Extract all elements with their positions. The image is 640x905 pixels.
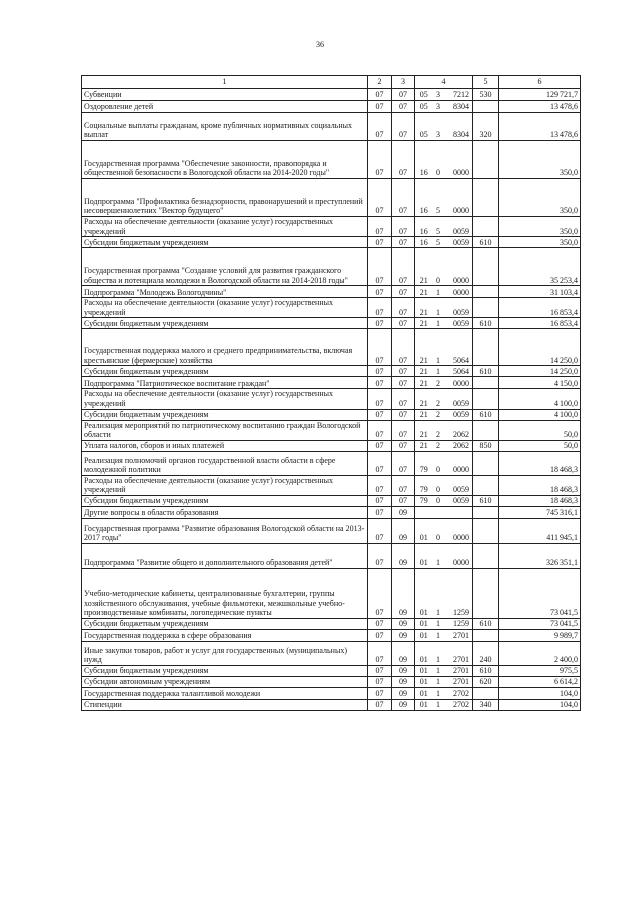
row-amount-cell: 16 853,4	[499, 318, 581, 329]
row-target-subprogram-cell: 1	[433, 568, 444, 618]
header-cell-amount: 6	[499, 76, 581, 89]
row-subsection-cell: 07	[392, 440, 415, 451]
table-row	[82, 618, 581, 629]
row-section-cell: 07	[368, 89, 392, 101]
row-amount-cell: 73 041,5	[499, 568, 581, 618]
table-row	[82, 366, 581, 377]
row-name-cell: Расходы на обеспечение деятельности (оказание услуг) государственных учреждений	[82, 389, 368, 409]
row-target-direction-cell: 1259	[444, 618, 473, 629]
row-target-subprogram-cell: 0	[433, 495, 444, 506]
row-name-cell: Расходы на обеспечение деятельности (оказание услуг) государственных учреждений	[82, 298, 368, 318]
row-expense-type-cell: 610	[473, 237, 499, 248]
table-row	[82, 676, 581, 687]
row-expense-type-cell: 610	[473, 495, 499, 506]
row-target-direction-cell: 2062	[444, 440, 473, 451]
row-subsection-cell: 07	[392, 377, 415, 389]
table-row	[82, 629, 581, 641]
row-amount-cell: 9 989,7	[499, 629, 581, 641]
row-target-direction-cell: 0000	[444, 451, 473, 475]
row-section-cell: 07	[368, 217, 392, 237]
row-subsection-cell: 07	[392, 89, 415, 101]
row-subsection-cell: 07	[392, 141, 415, 179]
row-amount-cell: 104,0	[499, 699, 581, 710]
row-expense-type-cell	[473, 141, 499, 179]
table-row	[82, 329, 581, 366]
row-target-program-cell: 01	[415, 629, 433, 641]
row-target-subprogram-cell: 2	[433, 420, 444, 440]
row-name-cell: Расходы на обеспечение деятельности (оказание услуг) государственных учреждений	[82, 217, 368, 237]
row-target-subprogram-cell: 0	[433, 475, 444, 495]
table-row	[82, 699, 581, 710]
row-target-program-cell: 21	[415, 318, 433, 329]
row-target-direction-cell: 0000	[444, 286, 473, 298]
row-target-direction-cell: 0059	[444, 318, 473, 329]
table-row	[82, 687, 581, 699]
row-target-direction-cell: 0059	[444, 217, 473, 237]
row-name-cell: Субсидии бюджетным учреждениям	[82, 495, 368, 506]
row-subsection-cell: 09	[392, 676, 415, 687]
row-section-cell: 07	[368, 665, 392, 676]
row-target-direction-cell: 0000	[444, 141, 473, 179]
row-target-program-cell: 21	[415, 440, 433, 451]
table-row	[82, 237, 581, 248]
row-target-subprogram-cell: 1	[433, 676, 444, 687]
row-expense-type-cell: 240	[473, 641, 499, 665]
row-target-program-cell: 16	[415, 217, 433, 237]
row-section-cell: 07	[368, 420, 392, 440]
row-subsection-cell: 07	[392, 409, 415, 420]
row-name-cell: Государственная программа "Создание условий для развития гражданского общества и потенциала молодежи в Вологодской области на 2014-2018 годы"	[82, 248, 368, 286]
row-amount-cell: 73 041,5	[499, 618, 581, 629]
row-target-subprogram-cell: 1	[433, 298, 444, 318]
row-expense-type-cell	[473, 568, 499, 618]
row-target-direction-cell: 0059	[444, 237, 473, 248]
row-target-direction-cell: 0059	[444, 475, 473, 495]
header-cell-section: 2	[368, 76, 392, 89]
header-cell-expense-type: 5	[473, 76, 499, 89]
row-amount-cell: 411 945,1	[499, 518, 581, 543]
row-target-subprogram-cell: 5	[433, 179, 444, 217]
table-row	[82, 451, 581, 475]
row-section-cell: 07	[368, 389, 392, 409]
row-name-cell: Стипендии	[82, 699, 368, 710]
table-row	[82, 179, 581, 217]
row-name-cell: Оздоровление детей	[82, 101, 368, 113]
row-amount-cell: 745 316,1	[499, 506, 581, 518]
table-row	[82, 286, 581, 298]
row-subsection-cell: 07	[392, 389, 415, 409]
row-target-subprogram-cell: 1	[433, 641, 444, 665]
row-amount-cell: 975,5	[499, 665, 581, 676]
row-section-cell: 07	[368, 475, 392, 495]
row-amount-cell: 18 468,3	[499, 495, 581, 506]
row-subsection-cell: 07	[392, 495, 415, 506]
row-amount-cell: 16 853,4	[499, 298, 581, 318]
row-target-direction-cell: 2701	[444, 641, 473, 665]
row-expense-type-cell: 610	[473, 618, 499, 629]
header-cell-name: 1	[82, 76, 368, 89]
row-expense-type-cell: 610	[473, 366, 499, 377]
row-subsection-cell: 07	[392, 318, 415, 329]
table-row	[82, 113, 581, 141]
row-target-program-cell: 01	[415, 676, 433, 687]
row-section-cell: 07	[368, 318, 392, 329]
row-target-direction-cell: 2062	[444, 420, 473, 440]
row-section-cell: 07	[368, 141, 392, 179]
row-target-program-cell: 21	[415, 298, 433, 318]
row-target-direction-cell: 0000	[444, 518, 473, 543]
row-target-program-cell: 21	[415, 409, 433, 420]
row-name-cell: Субвенции	[82, 89, 368, 101]
row-section-cell: 07	[368, 687, 392, 699]
row-expense-type-cell: 320	[473, 113, 499, 141]
row-amount-cell: 14 250,0	[499, 329, 581, 366]
row-subsection-cell: 09	[392, 518, 415, 543]
row-expense-type-cell	[473, 389, 499, 409]
row-expense-type-cell	[473, 248, 499, 286]
row-subsection-cell: 09	[392, 568, 415, 618]
row-target-direction-cell: 0059	[444, 298, 473, 318]
row-name-cell: Другие вопросы в области образования	[82, 506, 368, 518]
row-name-cell: Подпрограмма "Молодежь Вологодчины"	[82, 286, 368, 298]
row-expense-type-cell: 610	[473, 318, 499, 329]
row-target-program-cell: 21	[415, 377, 433, 389]
row-section-cell: 07	[368, 641, 392, 665]
table-row	[82, 217, 581, 237]
row-subsection-cell: 09	[392, 506, 415, 518]
row-section-cell: 07	[368, 179, 392, 217]
row-expense-type-cell	[473, 420, 499, 440]
row-target-direction-cell: 0000	[444, 248, 473, 286]
row-subsection-cell: 07	[392, 101, 415, 113]
row-subsection-cell: 07	[392, 248, 415, 286]
row-name-cell: Иные закупки товаров, работ и услуг для государственных (муниципальных) нужд	[82, 641, 368, 665]
row-name-cell: Расходы на обеспечение деятельности (оказание услуг) государственных учреждений	[82, 475, 368, 495]
row-section-cell: 07	[368, 699, 392, 710]
row-target-program-cell: 01	[415, 699, 433, 710]
row-target-direction-cell: 2702	[444, 699, 473, 710]
row-target-direction-cell: 2701	[444, 629, 473, 641]
row-subsection-cell: 09	[392, 641, 415, 665]
row-section-cell: 07	[368, 495, 392, 506]
row-expense-type-cell	[473, 286, 499, 298]
table-row	[82, 377, 581, 389]
row-name-cell: Субсидии бюджетным учреждениям	[82, 318, 368, 329]
row-amount-cell: 350,0	[499, 217, 581, 237]
row-amount-cell: 35 253,4	[499, 248, 581, 286]
row-target-direction-cell: 7212	[444, 89, 473, 101]
row-expense-type-cell	[473, 475, 499, 495]
row-target-direction-cell	[444, 506, 473, 518]
row-section-cell: 07	[368, 409, 392, 420]
row-amount-cell: 104,0	[499, 687, 581, 699]
row-section-cell: 07	[368, 618, 392, 629]
row-target-subprogram-cell: 1	[433, 618, 444, 629]
row-section-cell: 07	[368, 248, 392, 286]
row-amount-cell: 2 400,0	[499, 641, 581, 665]
row-amount-cell: 4 150,0	[499, 377, 581, 389]
row-name-cell: Реализация полномочий органов государственной власти области в сфере молодежной политики	[82, 451, 368, 475]
row-expense-type-cell	[473, 518, 499, 543]
row-section-cell: 07	[368, 298, 392, 318]
row-target-subprogram-cell: 0	[433, 451, 444, 475]
row-expense-type-cell: 340	[473, 699, 499, 710]
row-expense-type-cell	[473, 629, 499, 641]
row-section-cell: 07	[368, 506, 392, 518]
row-section-cell: 07	[368, 676, 392, 687]
row-target-subprogram-cell: 1	[433, 318, 444, 329]
row-amount-cell: 129 721,7	[499, 89, 581, 101]
row-target-program-cell: 21	[415, 420, 433, 440]
row-expense-type-cell	[473, 329, 499, 366]
row-name-cell: Государственная поддержка малого и среднего предпринимательства, включая крестьянские (фермерские) хозяйства	[82, 329, 368, 366]
row-amount-cell: 6 614,2	[499, 676, 581, 687]
row-expense-type-cell	[473, 451, 499, 475]
row-target-subprogram-cell: 0	[433, 141, 444, 179]
row-amount-cell: 50,0	[499, 440, 581, 451]
row-amount-cell: 14 250,0	[499, 366, 581, 377]
row-target-program-cell: 01	[415, 687, 433, 699]
row-expense-type-cell: 610	[473, 665, 499, 676]
row-target-subprogram-cell: 3	[433, 89, 444, 101]
table-row	[82, 389, 581, 409]
table-row	[82, 665, 581, 676]
row-target-direction-cell: 8304	[444, 113, 473, 141]
row-expense-type-cell: 610	[473, 409, 499, 420]
table-body	[82, 76, 581, 711]
row-subsection-cell: 07	[392, 451, 415, 475]
row-subsection-cell: 09	[392, 665, 415, 676]
page-number: 36	[316, 40, 324, 49]
row-target-direction-cell: 2702	[444, 687, 473, 699]
row-amount-cell: 350,0	[499, 237, 581, 248]
row-name-cell: Субсидии бюджетным учреждениям	[82, 665, 368, 676]
row-target-direction-cell: 5064	[444, 366, 473, 377]
table-row	[82, 506, 581, 518]
row-name-cell: Подпрограмма "Развитие общего и дополнительного образования детей"	[82, 543, 368, 568]
row-name-cell: Подпрограмма "Профилактика безнадзорности, правонарушений и преступлений несовершеннолетних "Вектор будущего"	[82, 179, 368, 217]
row-subsection-cell: 07	[392, 298, 415, 318]
row-amount-cell: 13 478,6	[499, 101, 581, 113]
row-expense-type-cell	[473, 543, 499, 568]
table-row	[82, 518, 581, 543]
row-target-subprogram-cell: 1	[433, 629, 444, 641]
row-target-program-cell: 79	[415, 495, 433, 506]
table-row	[82, 440, 581, 451]
row-target-program-cell: 05	[415, 101, 433, 113]
row-subsection-cell: 09	[392, 629, 415, 641]
row-amount-cell: 31 103,4	[499, 286, 581, 298]
row-target-program-cell: 05	[415, 89, 433, 101]
row-name-cell: Субсидии бюджетным учреждениям	[82, 237, 368, 248]
row-amount-cell: 350,0	[499, 141, 581, 179]
table-row	[82, 475, 581, 495]
row-amount-cell: 326 351,1	[499, 543, 581, 568]
row-section-cell: 07	[368, 629, 392, 641]
row-target-program-cell: 21	[415, 286, 433, 298]
table-row	[82, 318, 581, 329]
row-target-direction-cell: 5064	[444, 329, 473, 366]
row-expense-type-cell	[473, 687, 499, 699]
row-target-subprogram-cell: 1	[433, 699, 444, 710]
row-subsection-cell: 07	[392, 286, 415, 298]
row-subsection-cell: 07	[392, 179, 415, 217]
row-target-direction-cell: 0059	[444, 409, 473, 420]
row-section-cell: 07	[368, 237, 392, 248]
table-row	[82, 543, 581, 568]
row-section-cell: 07	[368, 366, 392, 377]
row-subsection-cell: 07	[392, 420, 415, 440]
row-section-cell: 07	[368, 568, 392, 618]
row-name-cell: Государственная поддержка в сфере образования	[82, 629, 368, 641]
row-subsection-cell: 07	[392, 113, 415, 141]
row-name-cell: Государственная поддержка талантливой молодежи	[82, 687, 368, 699]
row-target-direction-cell: 0000	[444, 377, 473, 389]
row-target-program-cell: 16	[415, 179, 433, 217]
table-row	[82, 641, 581, 665]
row-target-program-cell: 79	[415, 451, 433, 475]
row-target-direction-cell: 0000	[444, 179, 473, 217]
row-target-program-cell: 21	[415, 389, 433, 409]
row-expense-type-cell	[473, 217, 499, 237]
row-target-subprogram-cell: 2	[433, 377, 444, 389]
row-target-program-cell: 21	[415, 366, 433, 377]
row-target-direction-cell: 1259	[444, 568, 473, 618]
row-section-cell: 07	[368, 101, 392, 113]
row-section-cell: 07	[368, 286, 392, 298]
row-name-cell: Субсидии бюджетным учреждениям	[82, 366, 368, 377]
row-target-subprogram-cell: 1	[433, 366, 444, 377]
row-target-direction-cell: 2701	[444, 676, 473, 687]
row-target-program-cell: 01	[415, 518, 433, 543]
header-cell-subsection: 3	[392, 76, 415, 89]
row-target-subprogram-cell: 2	[433, 389, 444, 409]
row-target-subprogram-cell	[433, 506, 444, 518]
row-name-cell: Субсидии автономным учреждениям	[82, 676, 368, 687]
row-target-direction-cell: 0059	[444, 389, 473, 409]
row-target-program-cell: 16	[415, 237, 433, 248]
row-target-subprogram-cell: 1	[433, 687, 444, 699]
row-section-cell: 07	[368, 377, 392, 389]
row-target-subprogram-cell: 5	[433, 237, 444, 248]
row-subsection-cell: 09	[392, 618, 415, 629]
table-row	[82, 409, 581, 420]
row-expense-type-cell	[473, 179, 499, 217]
row-expense-type-cell: 530	[473, 89, 499, 101]
row-expense-type-cell	[473, 101, 499, 113]
row-target-program-cell: 79	[415, 475, 433, 495]
table-row	[82, 495, 581, 506]
row-expense-type-cell: 850	[473, 440, 499, 451]
row-subsection-cell: 07	[392, 237, 415, 248]
budget-table	[81, 75, 581, 711]
row-target-direction-cell: 8304	[444, 101, 473, 113]
row-target-subprogram-cell: 1	[433, 329, 444, 366]
row-amount-cell: 18 468,3	[499, 475, 581, 495]
row-target-program-cell: 21	[415, 248, 433, 286]
row-target-direction-cell: 2701	[444, 665, 473, 676]
table-header-row	[82, 76, 581, 89]
table-row	[82, 141, 581, 179]
row-target-direction-cell: 0059	[444, 495, 473, 506]
row-name-cell: Учебно-методические кабинеты, централизованные бухгалтерии, группы хозяйственного обслуживания, учебные фильмотеки, межшкольные учебно-производственные комбинаты, логопедические пункты	[82, 568, 368, 618]
table-row	[82, 89, 581, 101]
table-row	[82, 248, 581, 286]
row-amount-cell: 13 478,6	[499, 113, 581, 141]
header-cell-target-article: 4	[415, 76, 473, 89]
row-target-program-cell: 21	[415, 329, 433, 366]
row-subsection-cell: 07	[392, 475, 415, 495]
row-subsection-cell: 09	[392, 543, 415, 568]
row-target-program-cell: 01	[415, 618, 433, 629]
row-target-program-cell: 01	[415, 641, 433, 665]
row-amount-cell: 50,0	[499, 420, 581, 440]
row-expense-type-cell	[473, 377, 499, 389]
table-row	[82, 101, 581, 113]
row-expense-type-cell: 620	[473, 676, 499, 687]
row-subsection-cell: 07	[392, 329, 415, 366]
table-row	[82, 420, 581, 440]
row-target-subprogram-cell: 3	[433, 113, 444, 141]
row-amount-cell: 4 100,0	[499, 409, 581, 420]
row-subsection-cell: 07	[392, 217, 415, 237]
row-subsection-cell: 07	[392, 366, 415, 377]
row-section-cell: 07	[368, 451, 392, 475]
row-name-cell: Государственная программа "Обеспечение законности, правопорядка и общественной безопасности в Вологодской области на 2014-2020 годы"	[82, 141, 368, 179]
table-row	[82, 568, 581, 618]
row-target-subprogram-cell: 2	[433, 409, 444, 420]
row-target-program-cell: 01	[415, 665, 433, 676]
row-name-cell: Уплата налогов, сборов и иных платежей	[82, 440, 368, 451]
row-target-subprogram-cell: 0	[433, 518, 444, 543]
row-section-cell: 07	[368, 329, 392, 366]
row-name-cell: Субсидии бюджетным учреждениям	[82, 409, 368, 420]
row-target-subprogram-cell: 3	[433, 101, 444, 113]
row-target-subprogram-cell: 0	[433, 248, 444, 286]
row-target-program-cell: 16	[415, 141, 433, 179]
row-section-cell: 07	[368, 113, 392, 141]
row-target-subprogram-cell: 2	[433, 440, 444, 451]
row-target-program-cell	[415, 506, 433, 518]
row-target-subprogram-cell: 1	[433, 543, 444, 568]
row-subsection-cell: 09	[392, 699, 415, 710]
row-name-cell: Государственная программа "Развитие образования Вологодской области на 2013-2017 годы"	[82, 518, 368, 543]
row-section-cell: 07	[368, 543, 392, 568]
row-expense-type-cell	[473, 298, 499, 318]
row-expense-type-cell	[473, 506, 499, 518]
row-section-cell: 07	[368, 518, 392, 543]
row-target-program-cell: 01	[415, 543, 433, 568]
row-target-subprogram-cell: 1	[433, 286, 444, 298]
row-amount-cell: 4 100,0	[499, 389, 581, 409]
row-name-cell: Социальные выплаты гражданам, кроме публичных нормативных социальных выплат	[82, 113, 368, 141]
row-name-cell: Подпрограмма "Патриотическое воспитание граждан"	[82, 377, 368, 389]
row-name-cell: Субсидии бюджетным учреждениям	[82, 618, 368, 629]
row-target-program-cell: 01	[415, 568, 433, 618]
row-section-cell: 07	[368, 440, 392, 451]
row-target-program-cell: 05	[415, 113, 433, 141]
row-name-cell: Реализация мероприятий по патриотическому воспитанию граждан Вологодской области	[82, 420, 368, 440]
row-amount-cell: 18 468,3	[499, 451, 581, 475]
row-target-subprogram-cell: 5	[433, 217, 444, 237]
table-row	[82, 298, 581, 318]
row-subsection-cell: 09	[392, 687, 415, 699]
row-amount-cell: 350,0	[499, 179, 581, 217]
row-target-direction-cell: 0000	[444, 543, 473, 568]
row-target-subprogram-cell: 1	[433, 665, 444, 676]
